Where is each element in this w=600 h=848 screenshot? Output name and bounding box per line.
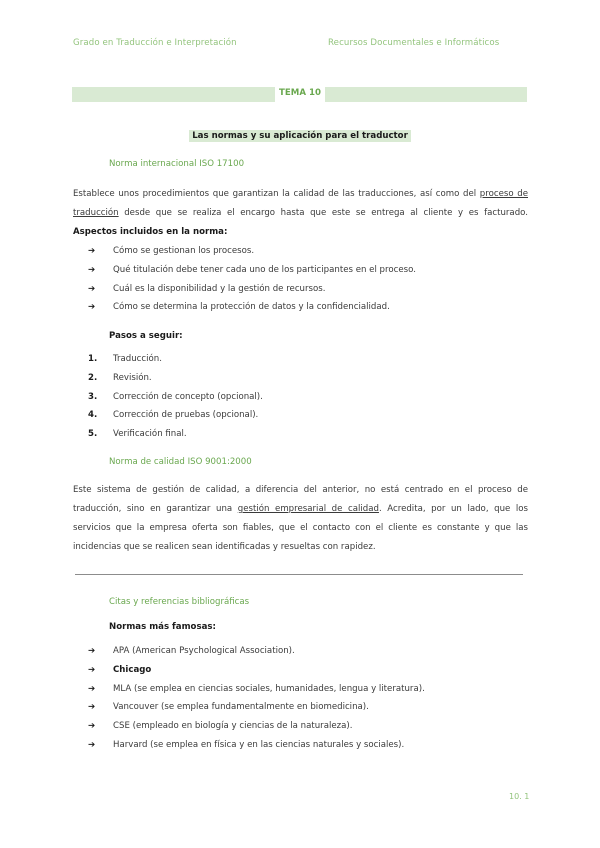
list-item-text: Qué titulación debe tener cada uno de los participantes en el proceso.	[113, 264, 416, 275]
arrow-icon: ➔	[88, 721, 96, 732]
arrow-icon: ➔	[88, 302, 96, 313]
list-item-text: Corrección de concepto (opcional).	[113, 391, 263, 402]
list-item-text: Cómo se gestionan los procesos.	[113, 246, 255, 256]
step-number: 1.	[88, 354, 98, 364]
list-item-text: APA (American Psychological Association).	[113, 646, 295, 656]
header-course: Recursos Documentales e Informáticos	[328, 38, 500, 48]
list-item-text: Harvard (se emplea en física y en las ciencias naturales y sociales).	[113, 739, 405, 750]
steps-list	[88, 350, 263, 444]
list-item	[88, 661, 425, 680]
paragraph-iso-17100	[73, 185, 528, 242]
para-text: desde que se realiza el encargo hasta que este se entrega al cliente y es facturado.	[118, 208, 528, 218]
arrow-icon: ➔	[88, 246, 96, 256]
list-item-text: Corrección de pruebas (opcional).	[113, 410, 259, 421]
list-item	[88, 406, 263, 425]
step-number: 2.	[88, 372, 98, 383]
arrow-icon: ➔	[88, 683, 96, 694]
list-item-text: Revisión.	[113, 372, 152, 383]
list-item	[88, 350, 263, 369]
list-item-text: Cómo se determina la protección de datos y la confidencialidad.	[113, 302, 390, 313]
para-text: . Acredita, por un lado, que los servicios que la empresa oferta son fiables, que el contacto con el cliente es constante y que las incidencias que se realicen sean identificadas y resueltas con rapidez.	[73, 504, 529, 552]
heading-iso-17100: Norma internacional ISO 17100	[109, 159, 245, 169]
bold-lead: Aspectos incluidos en la norma:	[73, 227, 228, 237]
list-item	[88, 698, 425, 717]
underlined-term: gestión empresarial de calidad	[237, 504, 379, 514]
arrow-icon: ➔	[88, 283, 96, 294]
list-item	[88, 280, 416, 299]
horizontal-divider	[75, 574, 523, 575]
list-item	[88, 717, 425, 736]
list-item	[88, 298, 416, 317]
paragraph-iso-9001	[73, 481, 528, 557]
heading-iso-9001: Norma de calidad ISO 9001:2000	[109, 457, 252, 467]
arrow-icon: ➔	[88, 739, 96, 750]
document-title	[0, 123, 600, 142]
list-item	[88, 261, 416, 280]
arrow-icon: ➔	[88, 664, 96, 675]
list-item	[88, 242, 416, 261]
list-item-text: MLA (se emplea en ciencias sociales, humanidades, lengua y literatura).	[113, 683, 425, 694]
list-item	[88, 680, 425, 699]
list-item-text: Chicago	[113, 664, 152, 675]
topic-label: TEMA 10	[279, 88, 321, 98]
list-item	[88, 425, 263, 444]
para-text: Establece unos procedimientos que garantizan la calidad de las traducciones, así como del	[73, 189, 480, 199]
list-item	[88, 736, 425, 755]
header-degree: Grado en Traducción e Interpretación	[73, 38, 237, 48]
list-item	[88, 388, 263, 407]
topic-bar	[72, 87, 527, 102]
page-number: 10. 1	[509, 792, 530, 801]
topic-bar-left	[72, 87, 275, 102]
aspects-list	[88, 242, 416, 317]
arrow-icon: ➔	[88, 264, 96, 275]
topic-bar-right	[325, 87, 527, 102]
arrow-icon: ➔	[88, 646, 96, 656]
list-item-text: Vancouver (se emplea fundamentalmente en biomedicina).	[113, 702, 369, 713]
citations-subheading: Normas más famosas:	[109, 622, 216, 632]
citation-styles-list	[88, 642, 425, 755]
list-item-text: Traducción.	[113, 354, 162, 364]
list-item-text: CSE (empleado en biología y ciencias de la naturaleza).	[113, 721, 353, 732]
list-item	[88, 369, 263, 388]
step-number: 4.	[88, 410, 98, 421]
document-title-text: Las normas y su aplicación para el traductor	[189, 130, 411, 142]
underlined-term: proceso de traducción	[73, 189, 528, 218]
heading-citations: Citas y referencias bibliográficas	[109, 597, 250, 607]
list-item-text: Verificación final.	[113, 429, 187, 440]
steps-heading: Pasos a seguir:	[109, 331, 183, 341]
para-text: Este sistema de gestión de calidad, a diferencia del anterior, no está centrado en el proceso de traducción, sino en garantizar una	[73, 485, 528, 514]
step-number: 3.	[88, 391, 98, 402]
list-item-text: Cuál es la disponibilidad y la gestión de recursos.	[113, 283, 326, 294]
step-number: 5.	[88, 429, 98, 440]
arrow-icon: ➔	[88, 702, 96, 713]
list-item	[88, 642, 425, 661]
